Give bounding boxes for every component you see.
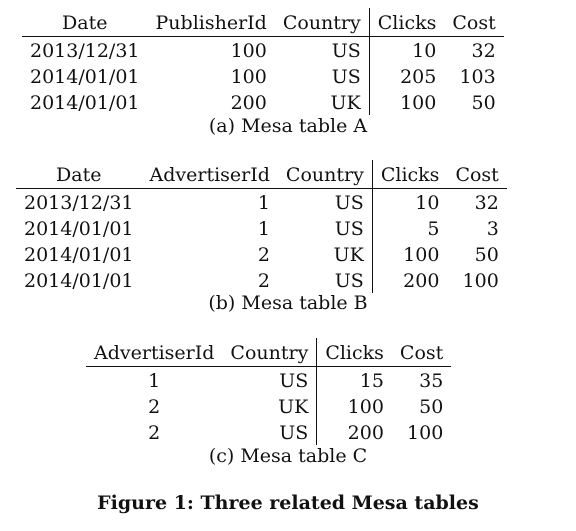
column-header: Date bbox=[62, 12, 108, 34]
table-cell: 50 bbox=[471, 92, 496, 114]
table-cell: 32 bbox=[474, 192, 499, 214]
table-cell: US bbox=[334, 218, 364, 240]
table-cell: 1 bbox=[257, 218, 270, 240]
table-cell: 2 bbox=[257, 270, 270, 292]
table-cell: 2014/01/01 bbox=[24, 270, 134, 292]
column-header: Country bbox=[285, 164, 364, 186]
table-cell: 2014/01/01 bbox=[30, 66, 140, 88]
column-header: Cost bbox=[455, 164, 499, 186]
table-cell: 100 bbox=[369, 89, 444, 115]
table-row bbox=[16, 241, 507, 267]
table-cell: UK bbox=[330, 92, 361, 114]
table-cell: 10 bbox=[372, 189, 447, 216]
column-header: Country bbox=[282, 12, 361, 34]
column-header: Cost bbox=[452, 12, 496, 34]
mesa-table-b bbox=[16, 160, 507, 293]
table-cell: US bbox=[331, 66, 361, 88]
column-header: Clicks bbox=[372, 160, 447, 189]
table-cell: UK bbox=[278, 396, 309, 418]
table-cell: 5 bbox=[372, 215, 447, 241]
table-row bbox=[16, 267, 507, 293]
table-cell: 2014/01/01 bbox=[24, 244, 134, 266]
table-cell: 50 bbox=[474, 244, 499, 266]
table-cell: 50 bbox=[419, 396, 444, 418]
table-cell: US bbox=[279, 370, 309, 392]
table-row bbox=[86, 419, 451, 445]
table-cell: 1 bbox=[148, 370, 161, 392]
table-cell: 1 bbox=[257, 192, 270, 214]
mesa-table-a bbox=[22, 8, 504, 115]
table-caption-c: (c) Mesa table C bbox=[208, 445, 368, 467]
table-cell: US bbox=[334, 270, 364, 292]
table-cell: 32 bbox=[471, 40, 496, 62]
table-header-row bbox=[86, 338, 451, 367]
table-caption-b: (b) Mesa table B bbox=[208, 292, 368, 314]
table-cell: 103 bbox=[459, 66, 496, 88]
column-header: Date bbox=[56, 164, 102, 186]
table-cell: 2014/01/01 bbox=[24, 218, 134, 240]
column-header: Country bbox=[230, 342, 309, 364]
column-header: Clicks bbox=[317, 338, 392, 367]
table-cell: 100 bbox=[230, 66, 267, 88]
table-cell: 2013/12/31 bbox=[24, 192, 134, 214]
column-header: PublisherId bbox=[155, 12, 267, 34]
table-row bbox=[22, 63, 504, 89]
table-cell: US bbox=[279, 422, 309, 444]
figure-caption: Figure 1: Three related Mesa tables bbox=[97, 492, 479, 514]
table-row bbox=[16, 215, 507, 241]
table-cell: 2013/12/31 bbox=[30, 40, 140, 62]
table-cell: 100 bbox=[372, 241, 447, 267]
table-cell: 100 bbox=[407, 422, 444, 444]
table-cell: 100 bbox=[317, 393, 392, 419]
table-cell: 200 bbox=[317, 419, 392, 445]
column-header: AdvertiserId bbox=[94, 342, 215, 364]
table-row bbox=[86, 367, 451, 394]
table-cell: 200 bbox=[372, 267, 447, 293]
table-row bbox=[86, 393, 451, 419]
table-cell: 100 bbox=[462, 270, 499, 292]
column-header: Cost bbox=[399, 342, 444, 364]
table-cell: 15 bbox=[317, 367, 392, 394]
table-cell: 200 bbox=[230, 92, 267, 114]
table-header-row bbox=[22, 8, 504, 37]
table-cell: 2 bbox=[257, 244, 270, 266]
table-cell: 2 bbox=[148, 396, 161, 418]
column-header: Clicks bbox=[369, 8, 444, 37]
table-cell: 205 bbox=[369, 63, 444, 89]
table-caption-a: (a) Mesa table A bbox=[208, 115, 368, 137]
table-cell: 35 bbox=[419, 370, 444, 392]
table-row bbox=[16, 189, 507, 216]
table-cell: US bbox=[331, 40, 361, 62]
table-cell: 100 bbox=[230, 40, 267, 62]
table-row bbox=[22, 37, 504, 64]
table-cell: 10 bbox=[369, 37, 444, 64]
column-header: AdvertiserId bbox=[149, 164, 270, 186]
table-row bbox=[22, 89, 504, 115]
table-cell: 3 bbox=[486, 218, 499, 240]
table-cell: US bbox=[334, 192, 364, 214]
mesa-table-c bbox=[86, 338, 451, 445]
table-header-row bbox=[16, 160, 507, 189]
table-cell: UK bbox=[333, 244, 364, 266]
table-cell: 2 bbox=[148, 422, 161, 444]
table-cell: 2014/01/01 bbox=[30, 92, 140, 114]
